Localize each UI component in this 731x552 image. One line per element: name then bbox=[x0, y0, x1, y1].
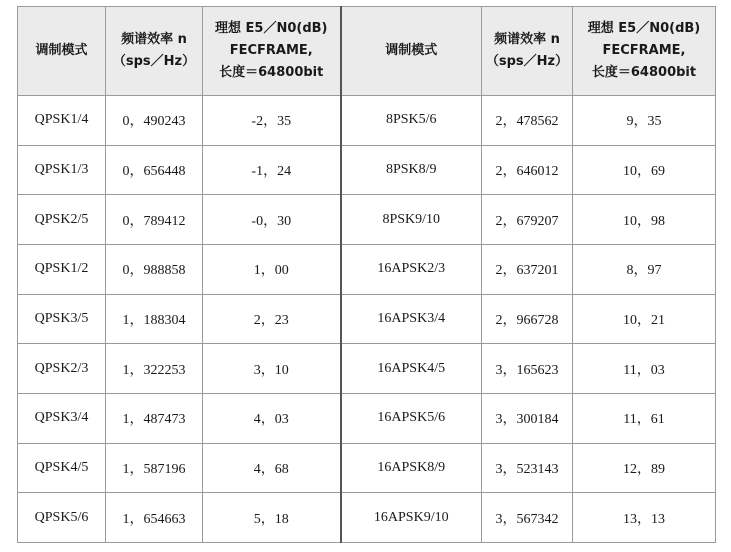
eff-cell: 0，789412 bbox=[106, 195, 203, 245]
header-eff-2: 频谱效率 n （sps／Hz） bbox=[482, 7, 573, 96]
mod-cell: QPSK1/3 bbox=[18, 145, 106, 195]
mod-cell: 16APSK2/3 bbox=[341, 244, 482, 294]
mod-cell: QPSK3/5 bbox=[18, 294, 106, 344]
mod-cell: 8PSK5/6 bbox=[341, 96, 482, 146]
eff-cell: 3，567342 bbox=[482, 493, 573, 543]
mod-cell: QPSK5/6 bbox=[18, 493, 106, 543]
table-row bbox=[18, 393, 716, 443]
header-mod-1: 调制模式 bbox=[18, 7, 106, 96]
header-row bbox=[18, 7, 716, 96]
table-container bbox=[17, 6, 715, 543]
eff-cell: 1，322253 bbox=[106, 344, 203, 394]
eff-cell: 2，637201 bbox=[482, 244, 573, 294]
ideal-cell: 12，89 bbox=[573, 443, 716, 493]
eff-cell: 0，490243 bbox=[106, 96, 203, 146]
table-row bbox=[18, 145, 716, 195]
ideal-cell: 13，13 bbox=[573, 493, 716, 543]
table-row bbox=[18, 493, 716, 543]
eff-cell: 3，165623 bbox=[482, 344, 573, 394]
mod-cell: 16APSK4/5 bbox=[341, 344, 482, 394]
ideal-cell: -1，24 bbox=[203, 145, 341, 195]
eff-cell: 3，523143 bbox=[482, 443, 573, 493]
mod-cell: QPSK1/2 bbox=[18, 244, 106, 294]
table-row bbox=[18, 244, 716, 294]
header-ideal-1: 理想 E5／N0(dB) FECFRAME, 长度＝64800bit bbox=[203, 7, 341, 96]
mod-cell: 16APSK5/6 bbox=[341, 393, 482, 443]
ideal-cell: 9，35 bbox=[573, 96, 716, 146]
ideal-cell: 4，03 bbox=[203, 393, 341, 443]
table-row bbox=[18, 294, 716, 344]
ideal-cell: 10，98 bbox=[573, 195, 716, 245]
mod-cell: QPSK4/5 bbox=[18, 443, 106, 493]
mod-cell: QPSK2/3 bbox=[18, 344, 106, 394]
ideal-cell: 11，61 bbox=[573, 393, 716, 443]
ideal-cell: 10，21 bbox=[573, 294, 716, 344]
ideal-cell: 4，68 bbox=[203, 443, 341, 493]
header-eff-1: 频谱效率 n （sps／Hz） bbox=[106, 7, 203, 96]
eff-cell: 0，988858 bbox=[106, 244, 203, 294]
mod-cell: QPSK1/4 bbox=[18, 96, 106, 146]
mod-cell: 16APSK8/9 bbox=[341, 443, 482, 493]
eff-cell: 2，966728 bbox=[482, 294, 573, 344]
modulation-table bbox=[17, 6, 716, 543]
ideal-cell: 10，69 bbox=[573, 145, 716, 195]
eff-cell: 2，679207 bbox=[482, 195, 573, 245]
ideal-cell: 1，00 bbox=[203, 244, 341, 294]
eff-cell: 2，646012 bbox=[482, 145, 573, 195]
mod-cell: 8PSK8/9 bbox=[341, 145, 482, 195]
eff-cell: 1，587196 bbox=[106, 443, 203, 493]
ideal-cell: 8，97 bbox=[573, 244, 716, 294]
mod-cell: QPSK2/5 bbox=[18, 195, 106, 245]
ideal-cell: -2，35 bbox=[203, 96, 341, 146]
eff-cell: 1，654663 bbox=[106, 493, 203, 543]
mod-cell: QPSK3/4 bbox=[18, 393, 106, 443]
ideal-cell: 2，23 bbox=[203, 294, 341, 344]
mod-cell: 16APSK3/4 bbox=[341, 294, 482, 344]
table-row bbox=[18, 195, 716, 245]
eff-cell: 1，188304 bbox=[106, 294, 203, 344]
header-ideal-2: 理想 E5／N0(dB) FECFRAME, 长度＝64800bit bbox=[573, 7, 716, 96]
mod-cell: 8PSK9/10 bbox=[341, 195, 482, 245]
ideal-cell: -0，30 bbox=[203, 195, 341, 245]
ideal-cell: 11，03 bbox=[573, 344, 716, 394]
eff-cell: 0，656448 bbox=[106, 145, 203, 195]
eff-cell: 1，487473 bbox=[106, 393, 203, 443]
table-row bbox=[18, 443, 716, 493]
mod-cell: 16APSK9/10 bbox=[341, 493, 482, 543]
header-mod-2: 调制模式 bbox=[341, 7, 482, 96]
eff-cell: 3，300184 bbox=[482, 393, 573, 443]
ideal-cell: 3，10 bbox=[203, 344, 341, 394]
table-row bbox=[18, 96, 716, 146]
eff-cell: 2，478562 bbox=[482, 96, 573, 146]
table-row bbox=[18, 344, 716, 394]
ideal-cell: 5，18 bbox=[203, 493, 341, 543]
